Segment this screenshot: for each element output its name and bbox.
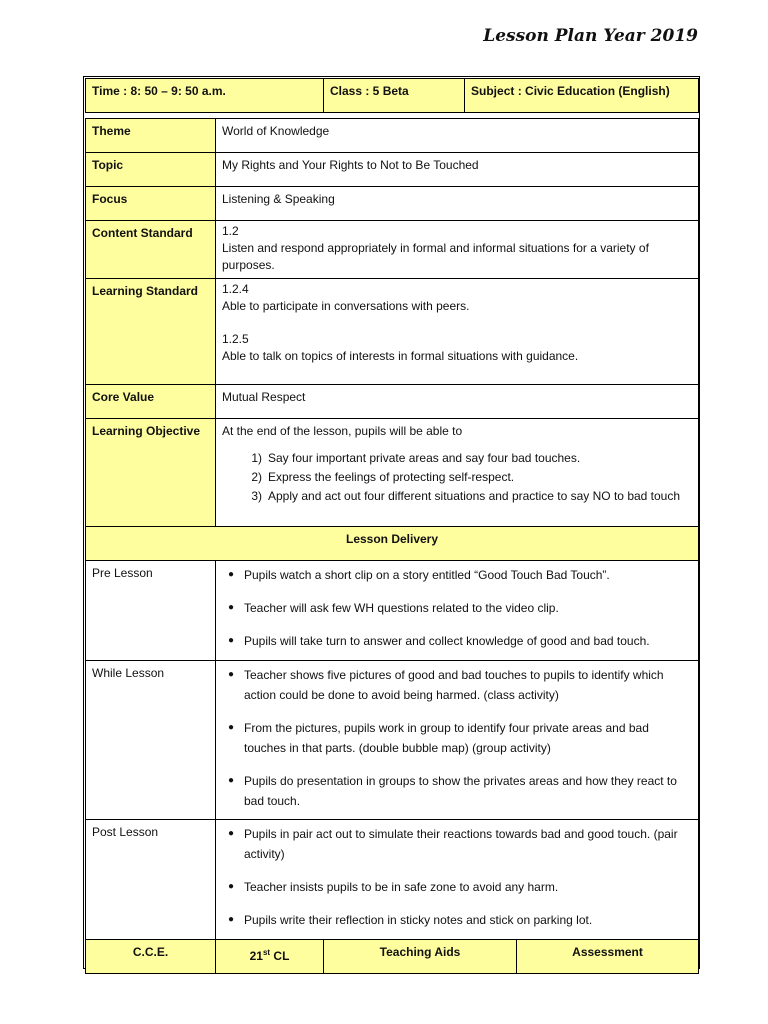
content-standard-text: Listen and respond appropriately in formal and informal situations for a variety of purposes. — [222, 241, 649, 272]
post-lesson-content — [216, 820, 699, 940]
objective-item — [222, 468, 692, 487]
footer-row — [86, 940, 699, 974]
learning-objective-row — [86, 419, 699, 527]
learning-objective-value — [216, 419, 699, 527]
bullet-icon: ● — [228, 914, 235, 925]
list-item — [222, 598, 692, 618]
list-item — [222, 910, 692, 930]
list-item — [222, 718, 692, 758]
list-item-text: Pupils in pair act out to simulate their reactions towards bad and good touch. (pair activity) — [244, 827, 678, 861]
learning-standard-code-2: 1.2.5 — [222, 332, 249, 346]
learning-standard-value — [216, 279, 699, 385]
theme-value: World of Knowledge — [216, 119, 699, 153]
list-item-text: From the pictures, pupils work in group to identify four private areas and bad touches in that parts. (double bubble map) (group activity) — [244, 721, 649, 755]
time-cell: Time : 8: 50 – 9: 50 a.m. — [86, 79, 324, 113]
bullet-icon: ● — [228, 635, 235, 646]
document-title: Lesson Plan Year 2019 — [483, 26, 698, 46]
subject-cell: Subject : Civic Education (English) — [465, 79, 699, 113]
core-value-row — [86, 385, 699, 419]
cl-number: 21 — [249, 949, 263, 963]
cce-header: C.C.E. — [86, 940, 216, 974]
list-item-text: Pupils watch a short clip on a story entitled “Good Touch Bad Touch”. — [244, 568, 610, 582]
lesson-delivery-heading-row — [86, 527, 699, 561]
learning-standard-row — [86, 279, 699, 385]
content-standard-row — [86, 221, 699, 279]
post-lesson-row — [86, 820, 699, 940]
header-row — [86, 79, 699, 113]
list-item — [222, 877, 692, 897]
while-lesson-label: While Lesson — [86, 661, 216, 820]
learning-objective-intro: At the end of the lesson, pupils will be able to — [222, 424, 463, 438]
while-lesson-list — [222, 665, 692, 811]
list-item-text: Pupils do presentation in groups to show the privates areas and how they react to bad touch. — [244, 774, 677, 808]
assessment-header: Assessment — [517, 940, 699, 974]
topic-value: My Rights and Your Rights to Not to Be Touched — [216, 153, 699, 187]
learning-standard-text-2: Able to talk on topics of interests in formal situations with guidance. — [222, 349, 579, 363]
pre-lesson-row — [86, 561, 699, 661]
pre-lesson-list — [222, 565, 692, 651]
bullet-icon: ● — [228, 828, 235, 839]
objective-item — [222, 449, 692, 468]
list-item-text: Teacher shows five pictures of good and bad touches to pupils to identify which action could be done to avoid being harmed. (class activity) — [244, 668, 664, 702]
bullet-icon: ● — [228, 881, 235, 892]
cl-header — [216, 940, 324, 974]
list-item — [222, 665, 692, 705]
list-item — [222, 771, 692, 811]
bullet-icon: ● — [228, 669, 235, 680]
bullet-icon: ● — [228, 775, 235, 786]
content-standard-label: Content Standard — [86, 221, 216, 279]
list-item-text: Pupils write their reflection in sticky notes and stick on parking lot. — [244, 913, 593, 927]
objective-number: 1) — [251, 451, 262, 465]
lesson-delivery-heading: Lesson Delivery — [86, 527, 699, 561]
cl-suffix: CL — [270, 949, 290, 963]
topic-row — [86, 153, 699, 187]
learning-objective-label: Learning Objective — [86, 419, 216, 527]
topic-label: Topic — [86, 153, 216, 187]
list-item — [222, 631, 692, 651]
learning-standard-text-1: Able to participate in conversations with peers. — [222, 299, 470, 313]
gap — [222, 315, 692, 331]
while-lesson-row — [86, 661, 699, 820]
list-item-text: Teacher insists pupils to be in safe zone to avoid any harm. — [244, 880, 559, 894]
bullet-icon: ● — [228, 722, 235, 733]
bullet-icon: ● — [228, 569, 235, 580]
focus-row — [86, 187, 699, 221]
objective-number: 2) — [251, 470, 262, 484]
post-lesson-label: Post Lesson — [86, 820, 216, 940]
focus-label: Focus — [86, 187, 216, 221]
content-standard-value — [216, 221, 699, 279]
theme-label: Theme — [86, 119, 216, 153]
pre-lesson-content — [216, 561, 699, 661]
objective-number: 3) — [251, 489, 262, 503]
bullet-icon: ● — [228, 602, 235, 613]
core-value-label: Core Value — [86, 385, 216, 419]
post-lesson-list — [222, 824, 692, 930]
theme-row — [86, 119, 699, 153]
core-value-value: Mutual Respect — [216, 385, 699, 419]
teaching-aids-header: Teaching Aids — [324, 940, 517, 974]
objective-text: Say four important private areas and say four bad touches. — [268, 451, 581, 465]
list-item-text: Pupils will take turn to answer and collect knowledge of good and bad touch. — [244, 634, 650, 648]
objective-list — [222, 449, 692, 506]
objective-item — [222, 487, 692, 506]
cl-superscript: st — [262, 948, 271, 957]
list-item — [222, 565, 692, 585]
learning-standard-label: Learning Standard — [86, 279, 216, 385]
pre-lesson-label: Pre Lesson — [86, 561, 216, 661]
objective-text: Apply and act out four different situations and practice to say NO to bad touch — [268, 489, 681, 503]
list-item-text: Teacher will ask few WH questions related to the video clip. — [244, 601, 559, 615]
class-cell: Class : 5 Beta — [324, 79, 465, 113]
list-item — [222, 824, 692, 864]
learning-standard-code-1: 1.2.4 — [222, 282, 249, 296]
objective-text: Express the feelings of protecting self-respect. — [268, 470, 515, 484]
while-lesson-content — [216, 661, 699, 820]
focus-value: Listening & Speaking — [216, 187, 699, 221]
content-standard-code: 1.2 — [222, 224, 239, 238]
lesson-plan-table — [85, 78, 699, 974]
